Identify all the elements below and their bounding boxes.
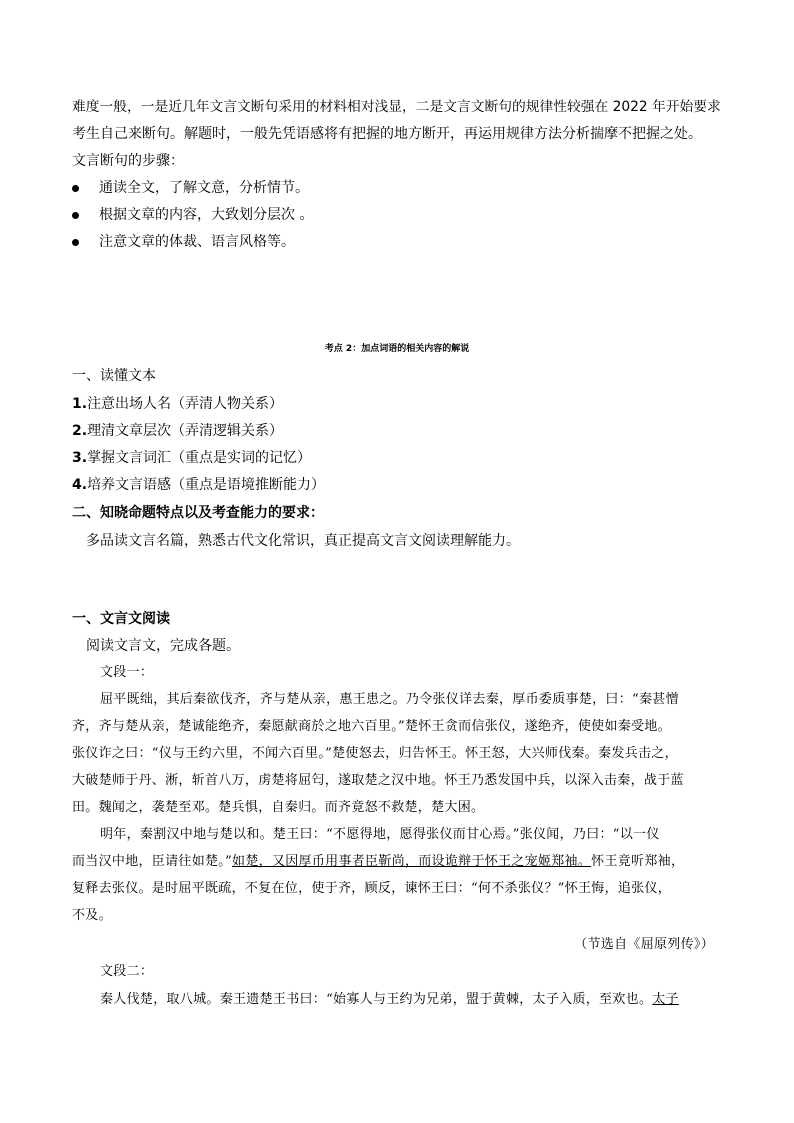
passage-text: 怀王竟听郑袖， (591, 854, 685, 869)
underlined-sentence: 如楚，又因厚币用事者臣靳尚，而设诡辩于怀王之宠姬郑袖。 (232, 854, 592, 869)
list-item (72, 394, 283, 414)
bullet-dot-icon (72, 212, 79, 219)
passage-label: 文段一： (100, 665, 154, 680)
intro-line-1: 难度一般，一是近几年文言文断句采用的材料相对浅显，二是文言文断句的规律性较强在 2022 年开始要求 (72, 99, 721, 115)
passage-line: 齐，齐与楚从亲，楚诚能绝齐，秦愿献商於之地六百里。”楚怀王贪而信张仪，遂绝齐，使使如秦受地。 (72, 719, 671, 734)
passage-source: （节选自《屈原列传》） (574, 937, 714, 952)
passage-line (100, 990, 679, 1010)
passage-line (72, 852, 684, 872)
list-item (72, 448, 311, 468)
list-item-text: 注意出场人名（弄清人物关系） (87, 396, 284, 412)
part2-text: 多品读文言名篇，熟悉古代文化常识，真正提高文言文阅读理解能力。 (86, 533, 520, 549)
section-title: 考点 2：加点词语的相关内容的解说 (324, 344, 470, 354)
passage-label: 文段二： (100, 964, 154, 979)
passage-line: 张仪诈之曰：“仪与王约六里，不闻六百里。”楚使怒去，归告怀王。怀王怒，大兴师伐秦。秦发兵击之， (72, 746, 678, 761)
bullet-item: 注意文章的体裁、语言风格等。 (99, 234, 295, 250)
part2-heading: 二、知晓命题特点以及考查能力的要求： (72, 505, 324, 521)
reading-instruction: 阅读文言文，完成各题。 (86, 638, 240, 654)
list-item-text: 理清文章层次（弄清逻辑关系） (87, 423, 284, 439)
bullet-dot-icon (72, 239, 79, 246)
passage-text: 而当汉中地，臣请往如楚。” (72, 854, 233, 869)
reading-heading: 一、文言文阅读 (72, 611, 170, 627)
list-item (72, 421, 283, 441)
passage-line: 屈平既绌，其后秦欲伐齐，齐与楚从亲，惠王患之。乃令张仪详去秦，厚币委质事楚，曰：“秦甚憎 (100, 692, 679, 707)
list-item-number: 4. (72, 477, 88, 493)
list-item-number: 3. (72, 450, 88, 466)
intro-line-2: 考生自己来断句。解题时，一般先凭语感将有把握的地方断开，再运用规律方法分析揣摩不把握之处。 (72, 126, 702, 142)
steps-heading: 文言断句的步骤： (72, 153, 184, 169)
passage-line: 田。魏闻之，袭楚至邓。楚兵惧，自秦归。而齐竟怒不救楚，楚大困。 (72, 800, 485, 815)
underlined-sentence: 太子 (652, 992, 679, 1007)
passage-line: 明年，秦割汉中地与楚以和。楚王曰：“不愿得地，愿得张仪而甘心焉。”张仪闻，乃曰：“以一仪 (100, 827, 660, 842)
list-item-number: 2. (72, 423, 88, 439)
list-item-text: 培养文言语感（重点是语境推断能力） (87, 477, 326, 493)
passage-line: 大破楚师于丹、淅，斩首八万，虏楚将屈匄，遂取楚之汉中地。怀王乃悉发国中兵，以深入击秦，战于蓝 (72, 773, 684, 788)
bullet-item: 通读全文，了解文意，分析情节。 (99, 180, 309, 196)
list-item-text: 掌握文言词汇（重点是实词的记忆） (87, 450, 312, 466)
passage-line: 不及。 (72, 908, 112, 923)
part1-heading: 一、读懂文本 (72, 368, 156, 384)
list-item (72, 475, 325, 495)
bullet-item: 根据文章的内容，大致划分层次 。 (99, 207, 314, 223)
passage-text: 秦人伐楚，取八城。秦王遗楚王书曰：“始寡人与王约为兄弟，盟于黄棘，太子入质，至欢也。 (100, 992, 653, 1007)
passage-line: 复释去张仪。是时屈平既疏，不复在位，使于齐，顾反，谏怀王曰：“何不杀张仪？”怀王悔，追张仪， (72, 881, 672, 896)
list-item-number: 1. (72, 396, 88, 412)
bullet-dot-icon (72, 185, 79, 192)
